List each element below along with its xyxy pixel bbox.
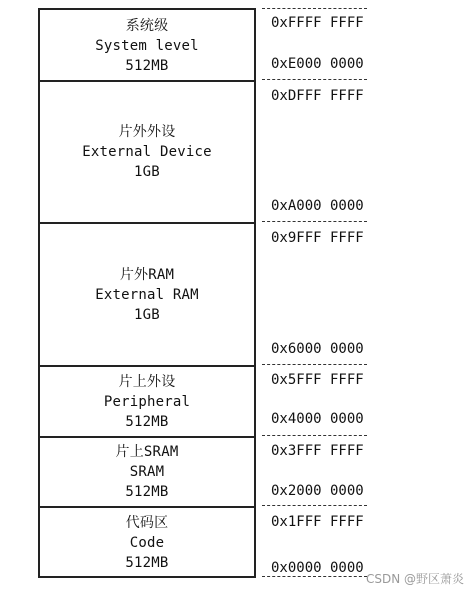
region-name-en: SRAM — [129, 464, 165, 480]
region-size: 1GB — [134, 306, 160, 323]
region-external-ram — [40, 222, 254, 365]
region-size: 512MB — [125, 555, 169, 571]
region-code — [40, 506, 254, 578]
region-system-level — [40, 10, 254, 82]
address-label-bottom: 0x0000 0000 — [271, 560, 364, 576]
region-name-en: Peripheral — [103, 393, 191, 410]
region-external-device — [40, 80, 254, 222]
address-label-bottom: 0x6000 0000 — [271, 341, 364, 357]
region-name-cn: 片外RAM — [119, 266, 175, 283]
region-name-cn: 片上外设 — [118, 373, 176, 390]
address-label-top: 0x5FFF FFFF — [271, 372, 364, 388]
watermark: CSDN @野区萧炎 — [365, 572, 464, 586]
region-name-en: External RAM — [95, 286, 199, 303]
region-name-en: Code — [129, 535, 165, 551]
boundary-dash — [262, 364, 367, 365]
boundary-dash — [262, 221, 367, 222]
boundary-dash — [262, 505, 367, 506]
region-name-cn: 片外外设 — [118, 124, 176, 140]
address-label-top: 0x9FFF FFFF — [271, 230, 364, 246]
region-size: 512MB — [125, 413, 169, 430]
address-label-bottom: 0xE000 0000 — [271, 56, 364, 72]
region-size: 512MB — [125, 58, 169, 74]
region-name-en: External Device — [82, 144, 212, 160]
memory-map-diagram — [38, 8, 256, 578]
region-sram — [40, 436, 254, 506]
region-size: 1GB — [134, 164, 160, 180]
boundary-dash — [262, 8, 367, 9]
address-label-top: 0x1FFF FFFF — [271, 514, 364, 530]
boundary-dash — [262, 435, 367, 436]
address-label-bottom: 0xA000 0000 — [271, 198, 364, 214]
region-name-cn: 代码区 — [125, 515, 169, 531]
boundary-dash — [262, 576, 367, 577]
address-label-top: 0x3FFF FFFF — [271, 443, 364, 459]
address-label-bottom: 0x4000 0000 — [271, 411, 364, 427]
address-label-top: 0xFFFF FFFF — [271, 15, 364, 31]
region-name-en: System level — [95, 38, 199, 54]
boundary-dash — [262, 79, 367, 80]
region-size: 512MB — [125, 484, 169, 500]
region-name-cn: 系统级 — [125, 18, 169, 34]
address-label-bottom: 0x2000 0000 — [271, 483, 364, 499]
address-label-top: 0xDFFF FFFF — [271, 88, 364, 104]
region-peripheral — [40, 365, 254, 436]
region-name-cn: 片上SRAM — [115, 444, 179, 460]
